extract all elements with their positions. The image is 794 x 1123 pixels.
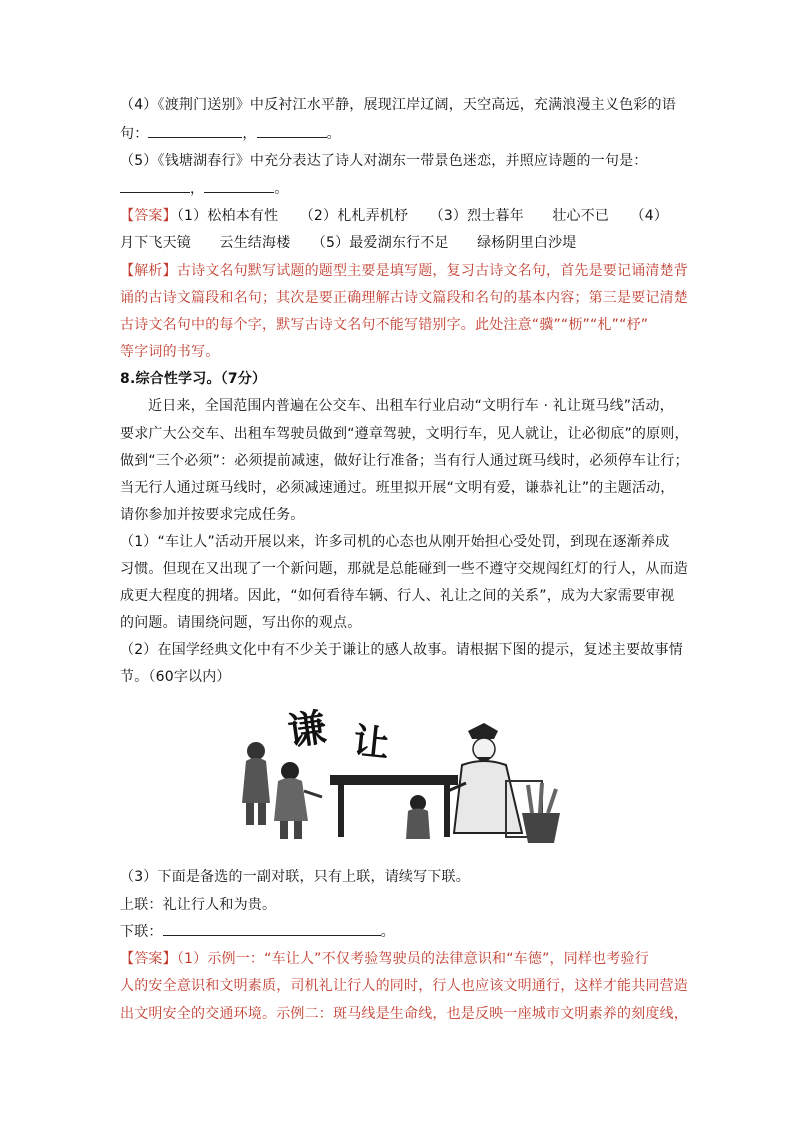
q8-s1-line-2: 习惯。但现在又出现了一个新问题，那就是总能碰到一些不遵守交规闯红灯的行人，从而造 (120, 561, 688, 577)
answer1-line-1 (120, 203, 680, 229)
q8-s3-line-2: 上联：礼让行人和为贵。 (120, 897, 277, 913)
q8-s1-line-3: 成更大程度的拥堵。因此，“如何看待车辆、行人、礼让之间的关系”，成为大家需要审视 (120, 588, 675, 604)
analysis-line-1 (120, 258, 689, 284)
answer2-line-1 (120, 946, 680, 972)
q8-s1-line-1: （1）“车让人”活动开展以来，许多司机的心态也从刚开始担心受处罚，到现在逐渐养成 (120, 534, 670, 550)
q8-s3-line-3 (120, 919, 680, 945)
q8-s2-line-1: （2）在国学经典文化中有不少关于谦让的感人故事。请根据下图的提示，复述主要故事情 (120, 642, 683, 658)
scroll-vase (522, 783, 560, 843)
q5-line-1: （5）《钱塘湖春行》中充分表达了诗人对湖东一带景色迷恋，并照应诗题的一句是： (120, 153, 648, 169)
couplet-prefix: 下联： (120, 924, 163, 940)
answer2-line-2: 人的安全意识和文明素质，司机礼让行人的同时，行人也应该文明通行，这样才能共同营造 (120, 978, 688, 994)
q8-para-5: 请你参加并按要求完成任务。 (120, 507, 305, 523)
q8-s1-line-4: 的问题。请围绕问题，写出你的观点。 (120, 615, 362, 631)
modesty-story-illustration (222, 693, 570, 851)
q8-para-4: 当无行人通过斑马线时，必须减速通过。班里拟开展“文明有爱，谦恭礼让”的主题活动， (120, 480, 675, 496)
answer2-text-1: （1）示例一：“车让人”不仅考验驾驶员的法律意识和“车德”，同样也考验行 (176, 951, 649, 967)
q5-line-2 (120, 176, 680, 202)
analysis-line-4: 等字词的书写。 (120, 344, 220, 360)
q8-s2-line-2: 节。（60字以内） (120, 669, 231, 685)
q4-blank-1[interactable] (148, 121, 242, 138)
analysis-tag: 【解析】 (120, 263, 177, 279)
answer1-line-2: 月下飞天镜 云生结海楼 （5）最爱湖东行不足 绿杨阴里白沙堤 (120, 235, 577, 251)
answer1-text-1: （1）松柏本有性 （2）札札弄机杼 （3）烈士暮年 壮心不已 （4） (176, 208, 669, 224)
q8-s3-line-1: （3）下面是备选的一副对联，只有上联，请续写下联。 (120, 869, 470, 885)
q4-blank-2[interactable] (257, 121, 327, 138)
q8-para-1: 近日来，全国范围内普遍在公交车、出租车行业启动“文明行车 · 礼让斑马线”活动， (148, 398, 674, 414)
q8-para-3: 做到“三个必须”：必须提前减速，做好让行准备；当有行人通过斑马线时，必须停车让行； (120, 453, 689, 469)
analysis-line-3: 古诗文名句中的每个字，默写古诗文名句不能写错别字。此处注意“骥”“枥”“札”“杼” (120, 317, 649, 333)
q4-prefix: 句： (120, 126, 149, 142)
answer1-tag: 【答案】 (120, 208, 177, 224)
analysis-line-2: 诵的古诗文篇段和名句；其次是要正确理解古诗文篇段和名句的基本内容；第三是要记清楚 (120, 290, 688, 306)
image-caption-char-2: 让 (351, 720, 392, 766)
q4-end: 。 (326, 126, 341, 142)
answer2-tag: 【答案】 (120, 951, 177, 967)
q4-line-2 (120, 121, 680, 147)
q5-sep: ， (190, 181, 205, 197)
q8-title: 8.综合性学习。（7分） (120, 371, 267, 387)
analysis-text-1: 古诗文名句默写试题的题型主要是填写题，复习古诗文名句，首先是要记诵清楚背 (176, 263, 689, 279)
q4-sep: ， (242, 126, 257, 142)
couplet-blank[interactable] (163, 919, 381, 936)
answer2-line-3: 出文明安全的交通环境。示例二：斑马线是生命线，也是反映一座城市文明素养的刻度线， (120, 1006, 688, 1022)
q8-para-2: 要求广大公交车、出租车驾驶员做到“遵章驾驶，文明行车，见人就让，让必彻底”的原则， (120, 426, 689, 442)
image-caption-char-1: 谦 (284, 704, 329, 754)
q4-line-1: （4）《渡荆门送别》中反衬江水平静，展现江岸辽阔，天空高远，充满浪漫主义色彩的语 (120, 97, 676, 113)
q5-blank-2[interactable] (204, 176, 274, 193)
couplet-end: 。 (380, 924, 395, 940)
q5-end: 。 (274, 181, 289, 197)
q5-blank-1[interactable] (120, 176, 190, 193)
